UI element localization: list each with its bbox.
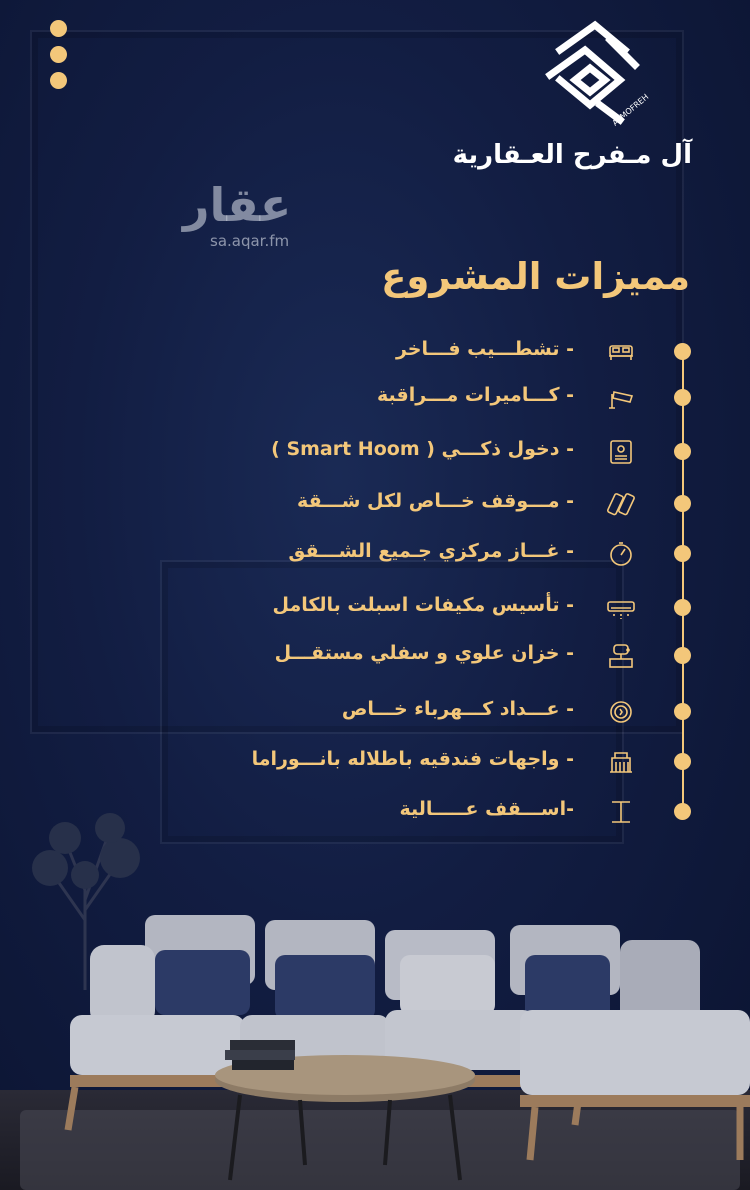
feature-label: - تأسيس مكيفات اسبلت بالكامل: [272, 594, 574, 616]
bullet: [674, 599, 691, 616]
bullet: [674, 343, 691, 360]
bullet: [674, 443, 691, 460]
feature-item: [0, 484, 750, 524]
ceiling-height-icon: [606, 798, 636, 826]
bullet: [674, 753, 691, 770]
bullet: [674, 389, 691, 406]
feature-label: - غـــاز مركزي جـميع الشـــقق: [288, 540, 574, 562]
bullet: [674, 495, 691, 512]
camera-icon: [606, 384, 636, 412]
water-tank-icon: [606, 642, 636, 670]
bullet: [674, 803, 691, 820]
feature-label: - مـــوقف خـــاص لكل شـــقة: [297, 490, 574, 512]
feature-label: - كـــاميرات مـــراقبة: [376, 384, 574, 406]
electric-meter-icon: [606, 698, 636, 726]
dot: [50, 72, 67, 89]
feature-item: [0, 432, 750, 472]
feature-item: [0, 378, 750, 418]
aqar-watermark-url: sa.aqar.fm: [210, 232, 290, 250]
aqar-watermark: عقار: [183, 178, 292, 232]
dot: [50, 46, 67, 63]
almofreh-logo: [540, 20, 651, 130]
feature-item: [0, 332, 750, 372]
dot: [50, 20, 67, 37]
brand-name: آل مـفرح العـقارية: [452, 140, 692, 170]
feature-item: [0, 636, 750, 676]
gas-gauge-icon: [606, 540, 636, 568]
feature-item: [0, 534, 750, 574]
parking-icon: [606, 490, 636, 518]
bullet: [674, 545, 691, 562]
air-conditioner-icon: [606, 594, 636, 622]
feature-item: [0, 692, 750, 732]
feature-label: - خزان علوي و سفلي مستقـــل: [274, 642, 574, 664]
bullet: [674, 703, 691, 720]
decorative-dots: [50, 20, 67, 98]
section-title: مميزات المشروع: [381, 255, 690, 298]
bed-icon: [606, 338, 636, 366]
feature-label: - عـــداد كـــهرباء خـــاص: [341, 698, 574, 720]
smart-lock-icon: [606, 438, 636, 466]
bullet: [674, 647, 691, 664]
feature-label: - واجهات فندقيه باطلاله بانـــوراما: [251, 748, 574, 770]
logo-mark-text: ALMOFREH: [610, 92, 651, 128]
feature-label: - تشطـــيب فـــاخر: [395, 338, 574, 360]
sofa-illustration: [60, 915, 750, 1185]
feature-label: -اســـقف عـــــالية: [399, 798, 574, 820]
feature-item: [0, 588, 750, 628]
feature-label: - دخول ذكـــي ( Smart Hoom ): [271, 438, 574, 460]
feature-item: [0, 742, 750, 782]
building-facade-icon: [606, 748, 636, 776]
